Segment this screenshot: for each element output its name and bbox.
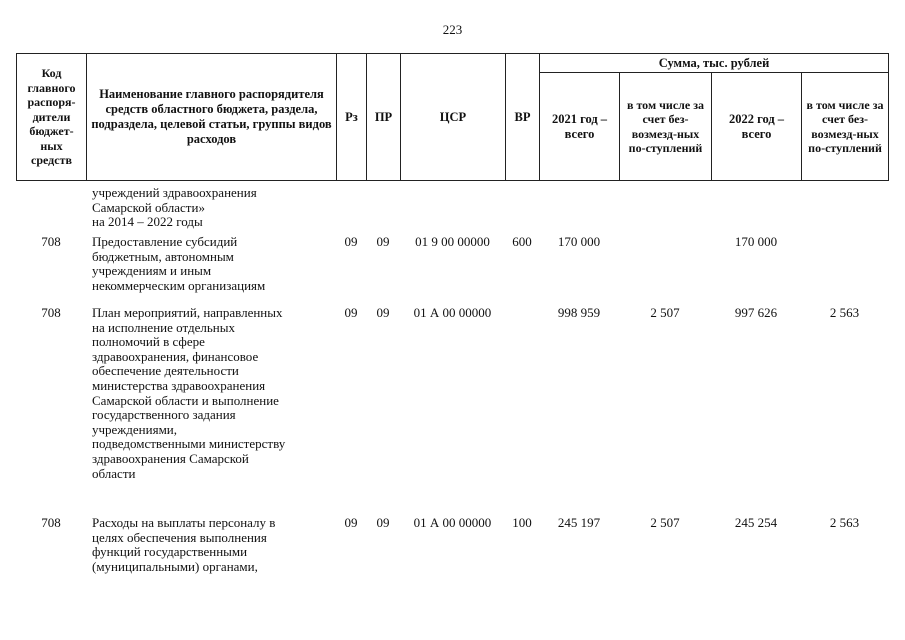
row-name — [92, 186, 330, 230]
row-name-line: Самарской области» — [92, 199, 205, 215]
row-2021-free: 2 507 — [650, 305, 680, 320]
row-2022-free: 2 563 — [829, 515, 860, 530]
row-name-line: области — [92, 465, 136, 481]
row-2021-total: 245 197 — [557, 515, 601, 530]
row-pr: 09 — [376, 234, 390, 249]
row-name-line: на исполнение отдельных — [92, 319, 235, 335]
table-header — [16, 53, 888, 181]
header-2022-free: в том числе за счет без-возмезд-ных по-ступлений — [802, 73, 889, 181]
row-pr: 09 — [376, 305, 390, 320]
row-name-line: на 2014 – 2022 годы — [92, 214, 203, 230]
row-2022-free: 2 563 — [829, 305, 860, 320]
row-2022-total: 170 000 — [734, 234, 778, 249]
row-name — [92, 306, 330, 481]
row-csr: 01 9 00 00000 — [415, 234, 490, 249]
row-name-line: Самарской области и выполнение — [92, 392, 279, 408]
row-vr: 600 — [512, 234, 532, 249]
row-name-line: бюджетным, автономным — [92, 248, 234, 264]
row-name-line: министерства здравоохранения — [92, 377, 266, 393]
row-name-line: обеспечение деятельности — [92, 363, 239, 379]
row-2021-total: 998 959 — [557, 305, 601, 320]
row-name-line: некоммерческим организациям — [92, 277, 266, 293]
row-2021-free: 2 507 — [650, 515, 680, 530]
row-2021-total: 170 000 — [557, 234, 601, 249]
row-name-line: учреждениям и иным — [92, 263, 212, 279]
row-name-line: целях обеспечения выполнения — [92, 529, 267, 545]
row-name — [92, 235, 330, 293]
row-2022-total: 997 626 — [734, 305, 778, 320]
row-name-line: Расходы на выплаты персоналу в — [92, 515, 276, 530]
row-vr: 100 — [512, 515, 532, 530]
row-name — [92, 516, 330, 574]
row-code: 708 — [41, 515, 61, 530]
page-number: 223 — [442, 22, 463, 37]
header-sum-group: Сумма, тыс. рублей — [540, 54, 889, 73]
row-rz: 09 — [344, 515, 358, 530]
row-pr: 09 — [376, 515, 390, 530]
row-name-line: учреждениями, — [92, 421, 178, 437]
row-name-line: здравоохранения Самарской — [92, 450, 249, 466]
row-name-line: полномочий в сфере — [92, 334, 205, 350]
header-code: Код главного распоря-дители бюджет-ных средств — [17, 54, 87, 181]
row-name-line: Предоставление субсидий — [92, 234, 238, 249]
header-vr: ВР — [506, 54, 540, 181]
row-name-line: (муниципальными) органами, — [92, 558, 258, 574]
header-pr: ПР — [367, 54, 401, 181]
row-code: 708 — [41, 305, 61, 320]
row-code: 708 — [41, 234, 61, 249]
row-name-line: государственного задания — [92, 407, 236, 423]
row-name-line: здравоохранения, финансовое — [92, 348, 259, 364]
header-csr: ЦСР — [401, 54, 506, 181]
row-rz: 09 — [344, 234, 358, 249]
row-name-line: подведомственными министерству — [92, 436, 286, 452]
header-2021-total: 2021 год – всего — [540, 73, 620, 181]
row-csr: 01 А 00 00000 — [413, 515, 492, 530]
header-2022-total: 2022 год – всего — [712, 73, 802, 181]
header-2021-free: в том числе за счет без-возмезд-ных по-ступлений — [620, 73, 712, 181]
header-name: Наименование главного распорядителя средств областного бюджета, раздела, подраздела, целевой статьи, группы видов расходов — [87, 54, 337, 181]
row-rz: 09 — [344, 305, 358, 320]
row-2022-total: 245 254 — [734, 515, 778, 530]
header-rz: Рз — [337, 54, 367, 181]
row-name-line: учреждений здравоохранения — [92, 185, 257, 200]
row-csr: 01 А 00 00000 — [413, 305, 492, 320]
row-name-line: функций государственными — [92, 544, 248, 560]
row-name-line: План мероприятий, направленных — [92, 305, 283, 320]
